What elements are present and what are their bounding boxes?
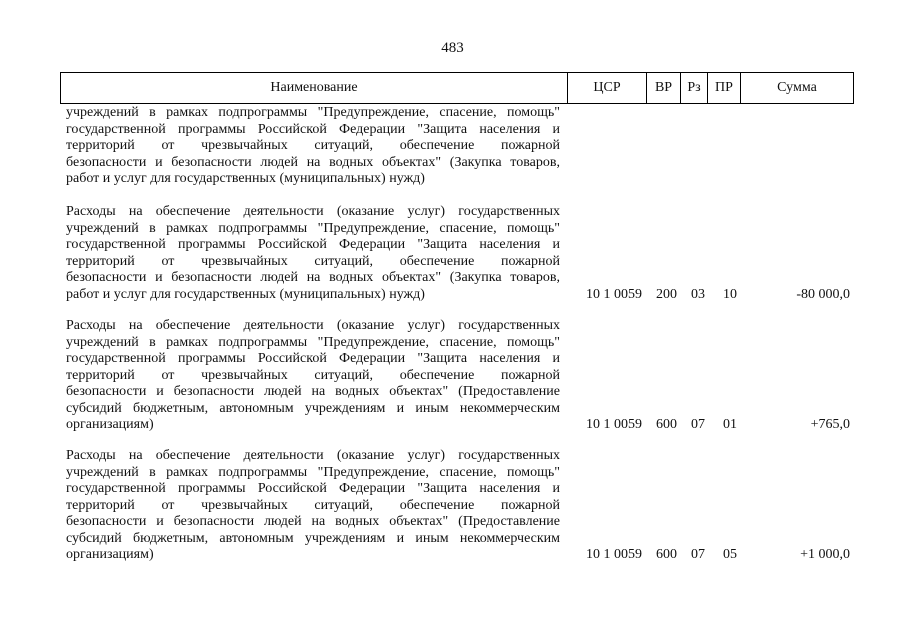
description-line: государственной программы Российской Федерации "Защита населения и (66, 351, 560, 366)
description-line: территорий от чрезвычайных ситуаций, обеспечение пожарной (66, 253, 560, 269)
row-rz: 07 (691, 417, 705, 432)
header-pr: ПР (707, 73, 740, 103)
header-csr: ЦСР (567, 73, 646, 103)
row-csr: 10 1 0059 (586, 417, 642, 432)
row-values (66, 417, 854, 434)
row-rz: 07 (691, 547, 705, 562)
description-line: безопасности и безопасности людей на водных объектах" (Предоставление (66, 514, 560, 529)
header-name: Наименование (270, 80, 358, 95)
row-csr: 10 1 0059 (586, 286, 642, 302)
table-row (66, 204, 854, 303)
description-line: безопасности и безопасности людей на водных объектах" (Закупка товаров, (66, 154, 560, 170)
header-vr: ВР (646, 73, 680, 103)
description-line: Расходы на обеспечение деятельности (оказание услуг) государственных (66, 204, 560, 219)
row-vr: 600 (656, 417, 677, 432)
description-line: субсидий бюджетным, автономным учреждениям и иным некоммерческим (66, 530, 560, 546)
table-row (66, 448, 854, 564)
description-line: работ и услуг для государственных (муниципальных) нужд) (66, 286, 425, 302)
description-line: безопасности и безопасности людей на водных объектах" (Закупка товаров, (66, 270, 560, 285)
description-line: учреждений в рамках подпрограммы "Предупреждение, спасение, помощь" (66, 220, 560, 236)
row-csr: 10 1 0059 (586, 547, 642, 562)
header-sum: Сумма (740, 73, 853, 103)
row-vr: 200 (656, 286, 677, 302)
page-number: 483 (441, 40, 464, 56)
description-line: государственной программы Российской Федерации "Защита населения и (66, 121, 560, 137)
description-line: работ и услуг для государственных (муниципальных) нужд) (66, 171, 425, 186)
description-line: государственной программы Российской Федерации "Защита населения и (66, 237, 560, 252)
row-values (66, 547, 854, 564)
description-line: государственной программы Российской Федерации "Защита населения и (66, 481, 560, 496)
description-line: субсидий бюджетным, автономным учреждениям и иным некоммерческим (66, 400, 560, 416)
description-line: организациям) (66, 417, 154, 432)
description-line: Расходы на обеспечение деятельности (оказание услуг) государственных (66, 318, 560, 333)
description-line: учреждений в рамках подпрограммы "Предупреждение, спасение, помощь" (66, 464, 560, 480)
description-line: учреждений в рамках подпрограммы "Предупреждение, спасение, помощь" (66, 334, 560, 350)
description-line: организациям) (66, 547, 154, 562)
row-pr: 01 (723, 417, 737, 432)
row-pr: 10 (723, 286, 737, 302)
row-values (66, 171, 854, 188)
description-line: территорий от чрезвычайных ситуаций, обеспечение пожарной (66, 138, 560, 153)
row-sum: +765,0 (810, 417, 850, 432)
row-values (66, 286, 854, 303)
description-line: Расходы на обеспечение деятельности (оказание услуг) государственных (66, 448, 560, 463)
table-row (66, 105, 854, 188)
row-vr: 600 (656, 547, 677, 562)
row-sum: +1 000,0 (800, 547, 850, 562)
header-rz: Рз (680, 73, 707, 103)
row-rz: 03 (691, 286, 705, 302)
row-sum: -80 000,0 (796, 286, 850, 302)
description-line: учреждений в рамках подпрограммы "Предупреждение, спасение, помощь" (66, 105, 560, 120)
description-line: территорий от чрезвычайных ситуаций, обеспечение пожарной (66, 367, 560, 383)
row-pr: 05 (723, 547, 737, 562)
table-row (66, 318, 854, 434)
table-header (60, 72, 854, 104)
description-line: безопасности и безопасности людей на водных объектах" (Предоставление (66, 384, 560, 399)
description-line: территорий от чрезвычайных ситуаций, обеспечение пожарной (66, 497, 560, 513)
